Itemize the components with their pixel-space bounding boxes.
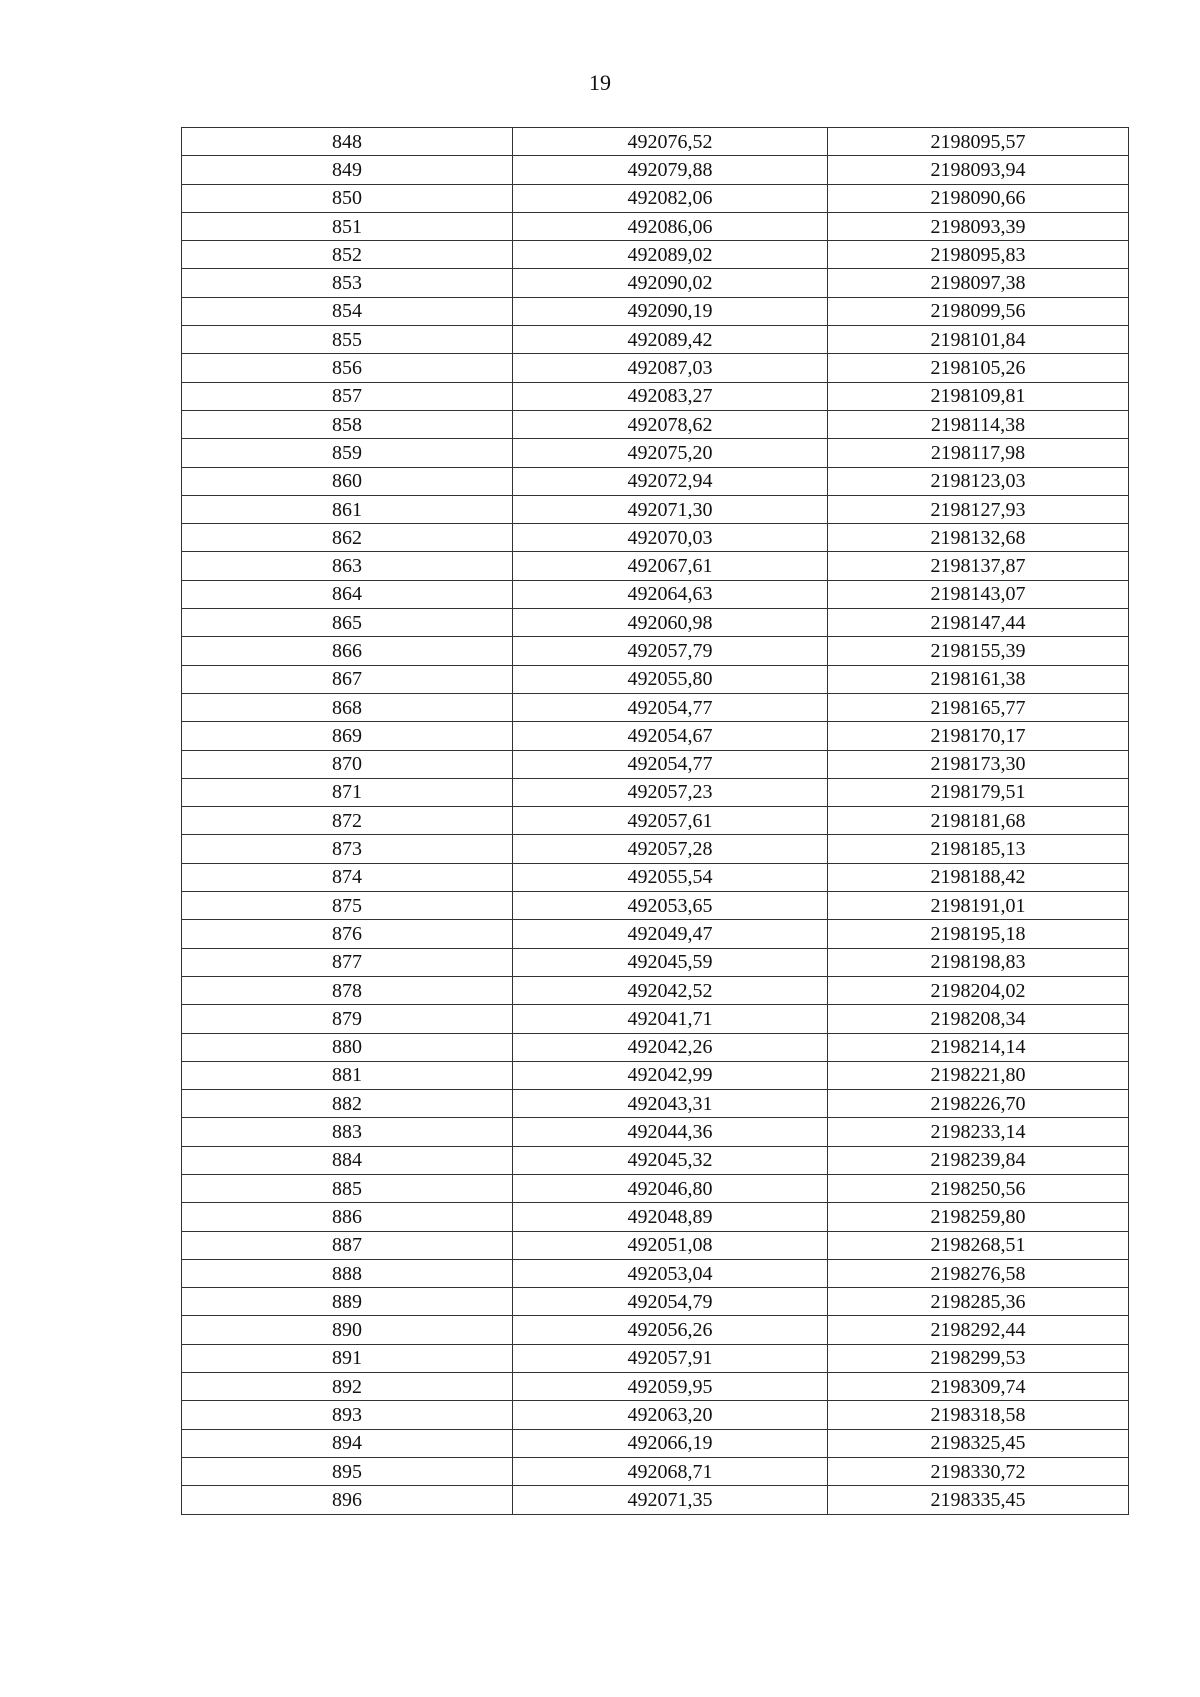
y-coordinate-cell: 2198093,94 [828,156,1129,184]
x-coordinate-cell: 492089,02 [513,241,828,269]
table-row [182,1344,1129,1372]
x-coordinate-cell: 492057,91 [513,1344,828,1372]
y-coordinate-cell: 2198123,03 [828,467,1129,495]
table-row [182,156,1129,184]
x-coordinate-cell: 492089,42 [513,326,828,354]
x-coordinate-cell: 492053,65 [513,892,828,920]
point-number-cell: 852 [182,241,513,269]
x-coordinate-cell: 492063,20 [513,1401,828,1429]
y-coordinate-cell: 2198191,01 [828,892,1129,920]
point-number-cell: 855 [182,326,513,354]
table-row [182,778,1129,806]
y-coordinate-cell: 2198147,44 [828,609,1129,637]
point-number-cell: 896 [182,1486,513,1514]
y-coordinate-cell: 2198292,44 [828,1316,1129,1344]
x-coordinate-cell: 492078,62 [513,410,828,438]
table-row [182,1288,1129,1316]
table-row [182,354,1129,382]
table-row [182,693,1129,721]
y-coordinate-cell: 2198239,84 [828,1146,1129,1174]
y-coordinate-cell: 2198318,58 [828,1401,1129,1429]
table-row [182,1005,1129,1033]
x-coordinate-cell: 492057,23 [513,778,828,806]
y-coordinate-cell: 2198127,93 [828,495,1129,523]
point-number-cell: 858 [182,410,513,438]
table-row [182,212,1129,240]
table-row [182,750,1129,778]
x-coordinate-cell: 492082,06 [513,184,828,212]
y-coordinate-cell: 2198204,02 [828,976,1129,1004]
point-number-cell: 885 [182,1174,513,1202]
table-row [182,1174,1129,1202]
table-row [182,1316,1129,1344]
point-number-cell: 872 [182,807,513,835]
y-coordinate-cell: 2198114,38 [828,410,1129,438]
x-coordinate-cell: 492042,52 [513,976,828,1004]
point-number-cell: 871 [182,778,513,806]
table-row [182,1203,1129,1231]
table-row [182,1146,1129,1174]
coordinates-table [181,127,1129,1515]
y-coordinate-cell: 2198101,84 [828,326,1129,354]
table-row [182,580,1129,608]
x-coordinate-cell: 492056,26 [513,1316,828,1344]
point-number-cell: 880 [182,1033,513,1061]
y-coordinate-cell: 2198285,36 [828,1288,1129,1316]
x-coordinate-cell: 492071,35 [513,1486,828,1514]
y-coordinate-cell: 2198309,74 [828,1373,1129,1401]
y-coordinate-cell: 2198095,83 [828,241,1129,269]
point-number-cell: 850 [182,184,513,212]
y-coordinate-cell: 2198179,51 [828,778,1129,806]
y-coordinate-cell: 2198143,07 [828,580,1129,608]
table-row [182,467,1129,495]
table-row [182,269,1129,297]
point-number-cell: 883 [182,1118,513,1146]
x-coordinate-cell: 492086,06 [513,212,828,240]
point-number-cell: 869 [182,722,513,750]
x-coordinate-cell: 492042,26 [513,1033,828,1061]
y-coordinate-cell: 2198221,80 [828,1061,1129,1089]
x-coordinate-cell: 492075,20 [513,439,828,467]
y-coordinate-cell: 2198093,39 [828,212,1129,240]
x-coordinate-cell: 492048,89 [513,1203,828,1231]
table-row [182,552,1129,580]
x-coordinate-cell: 492067,61 [513,552,828,580]
x-coordinate-cell: 492087,03 [513,354,828,382]
y-coordinate-cell: 2198250,56 [828,1174,1129,1202]
y-coordinate-cell: 2198095,57 [828,128,1129,156]
y-coordinate-cell: 2198299,53 [828,1344,1129,1372]
table-row [182,892,1129,920]
x-coordinate-cell: 492046,80 [513,1174,828,1202]
x-coordinate-cell: 492041,71 [513,1005,828,1033]
y-coordinate-cell: 2198155,39 [828,637,1129,665]
table-row [182,1429,1129,1457]
table-row [182,1401,1129,1429]
table-row [182,184,1129,212]
table-row [182,807,1129,835]
point-number-cell: 848 [182,128,513,156]
table-row [182,524,1129,552]
x-coordinate-cell: 492057,61 [513,807,828,835]
point-number-cell: 866 [182,637,513,665]
y-coordinate-cell: 2198208,34 [828,1005,1129,1033]
x-coordinate-cell: 492045,59 [513,948,828,976]
point-number-cell: 888 [182,1259,513,1287]
x-coordinate-cell: 492068,71 [513,1457,828,1485]
x-coordinate-cell: 492054,77 [513,693,828,721]
y-coordinate-cell: 2198132,68 [828,524,1129,552]
point-number-cell: 868 [182,693,513,721]
y-coordinate-cell: 2198276,58 [828,1259,1129,1287]
y-coordinate-cell: 2198325,45 [828,1429,1129,1457]
x-coordinate-cell: 492057,28 [513,835,828,863]
x-coordinate-cell: 492064,63 [513,580,828,608]
table-row [182,1486,1129,1514]
table-row [182,1033,1129,1061]
table-row [182,1373,1129,1401]
x-coordinate-cell: 492079,88 [513,156,828,184]
y-coordinate-cell: 2198105,26 [828,354,1129,382]
point-number-cell: 876 [182,920,513,948]
point-number-cell: 884 [182,1146,513,1174]
y-coordinate-cell: 2198109,81 [828,382,1129,410]
point-number-cell: 881 [182,1061,513,1089]
y-coordinate-cell: 2198173,30 [828,750,1129,778]
x-coordinate-cell: 492071,30 [513,495,828,523]
y-coordinate-cell: 2198259,80 [828,1203,1129,1231]
y-coordinate-cell: 2198268,51 [828,1231,1129,1259]
table-row [182,1259,1129,1287]
point-number-cell: 864 [182,580,513,608]
point-number-cell: 890 [182,1316,513,1344]
table-row [182,948,1129,976]
y-coordinate-cell: 2198161,38 [828,665,1129,693]
point-number-cell: 873 [182,835,513,863]
y-coordinate-cell: 2198181,68 [828,807,1129,835]
table-row [182,297,1129,325]
point-number-cell: 886 [182,1203,513,1231]
point-number-cell: 874 [182,863,513,891]
table-row [182,382,1129,410]
point-number-cell: 863 [182,552,513,580]
point-number-cell: 865 [182,609,513,637]
x-coordinate-cell: 492051,08 [513,1231,828,1259]
point-number-cell: 857 [182,382,513,410]
point-number-cell: 851 [182,212,513,240]
y-coordinate-cell: 2198198,83 [828,948,1129,976]
table-row [182,976,1129,1004]
y-coordinate-cell: 2198090,66 [828,184,1129,212]
point-number-cell: 849 [182,156,513,184]
point-number-cell: 895 [182,1457,513,1485]
point-number-cell: 853 [182,269,513,297]
x-coordinate-cell: 492054,67 [513,722,828,750]
table-row [182,637,1129,665]
x-coordinate-cell: 492066,19 [513,1429,828,1457]
table-row [182,1457,1129,1485]
table-row [182,1231,1129,1259]
table-row [182,609,1129,637]
x-coordinate-cell: 492054,79 [513,1288,828,1316]
table-row [182,1090,1129,1118]
point-number-cell: 893 [182,1401,513,1429]
x-coordinate-cell: 492055,54 [513,863,828,891]
y-coordinate-cell: 2198137,87 [828,552,1129,580]
y-coordinate-cell: 2198185,13 [828,835,1129,863]
point-number-cell: 856 [182,354,513,382]
point-number-cell: 894 [182,1429,513,1457]
x-coordinate-cell: 492043,31 [513,1090,828,1118]
y-coordinate-cell: 2198188,42 [828,863,1129,891]
table-row [182,439,1129,467]
x-coordinate-cell: 492059,95 [513,1373,828,1401]
table-row [182,326,1129,354]
y-coordinate-cell: 2198099,56 [828,297,1129,325]
point-number-cell: 867 [182,665,513,693]
table-row [182,1118,1129,1146]
y-coordinate-cell: 2198117,98 [828,439,1129,467]
table-row [182,722,1129,750]
x-coordinate-cell: 492090,19 [513,297,828,325]
y-coordinate-cell: 2198330,72 [828,1457,1129,1485]
x-coordinate-cell: 492055,80 [513,665,828,693]
point-number-cell: 879 [182,1005,513,1033]
y-coordinate-cell: 2198233,14 [828,1118,1129,1146]
x-coordinate-cell: 492054,77 [513,750,828,778]
y-coordinate-cell: 2198214,14 [828,1033,1129,1061]
table-row [182,863,1129,891]
x-coordinate-cell: 492044,36 [513,1118,828,1146]
y-coordinate-cell: 2198226,70 [828,1090,1129,1118]
x-coordinate-cell: 492045,32 [513,1146,828,1174]
y-coordinate-cell: 2198195,18 [828,920,1129,948]
x-coordinate-cell: 492076,52 [513,128,828,156]
x-coordinate-cell: 492072,94 [513,467,828,495]
y-coordinate-cell: 2198170,17 [828,722,1129,750]
x-coordinate-cell: 492070,03 [513,524,828,552]
coordinates-table-body [182,128,1129,1515]
point-number-cell: 861 [182,495,513,523]
x-coordinate-cell: 492053,04 [513,1259,828,1287]
table-row [182,1061,1129,1089]
x-coordinate-cell: 492049,47 [513,920,828,948]
table-row [182,410,1129,438]
point-number-cell: 887 [182,1231,513,1259]
table-row [182,665,1129,693]
point-number-cell: 877 [182,948,513,976]
point-number-cell: 882 [182,1090,513,1118]
y-coordinate-cell: 2198097,38 [828,269,1129,297]
table-row [182,920,1129,948]
table-row [182,128,1129,156]
point-number-cell: 859 [182,439,513,467]
point-number-cell: 862 [182,524,513,552]
table-row [182,241,1129,269]
x-coordinate-cell: 492060,98 [513,609,828,637]
point-number-cell: 892 [182,1373,513,1401]
point-number-cell: 878 [182,976,513,1004]
x-coordinate-cell: 492057,79 [513,637,828,665]
table-row [182,835,1129,863]
y-coordinate-cell: 2198335,45 [828,1486,1129,1514]
point-number-cell: 870 [182,750,513,778]
table-row [182,495,1129,523]
point-number-cell: 860 [182,467,513,495]
point-number-cell: 889 [182,1288,513,1316]
x-coordinate-cell: 492083,27 [513,382,828,410]
point-number-cell: 891 [182,1344,513,1372]
y-coordinate-cell: 2198165,77 [828,693,1129,721]
x-coordinate-cell: 492042,99 [513,1061,828,1089]
x-coordinate-cell: 492090,02 [513,269,828,297]
point-number-cell: 875 [182,892,513,920]
page-number: 19 [589,70,611,95]
point-number-cell: 854 [182,297,513,325]
